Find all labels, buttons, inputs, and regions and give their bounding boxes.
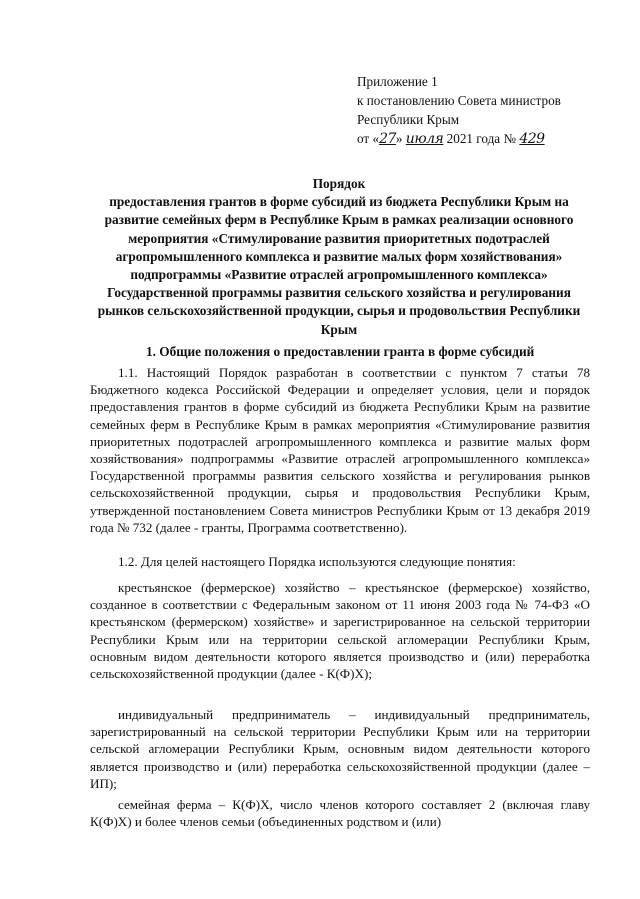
appendix-line-2: к постановлению Совета министров bbox=[357, 93, 561, 108]
handwritten-number: 429 bbox=[519, 131, 545, 147]
date-year: 2021 года № bbox=[443, 131, 520, 146]
paragraph-1-1 bbox=[90, 364, 590, 536]
appendix-block bbox=[357, 72, 561, 149]
handwritten-day: 27 bbox=[379, 131, 396, 147]
date-separator: » bbox=[395, 131, 406, 146]
document-title bbox=[86, 175, 592, 339]
appendix-line-1: Приложение 1 bbox=[357, 74, 438, 89]
paragraph-text: крестьянское (фермерское) хозяйство – крестьянское (фермерское) хозяйство, созданное в соответствии с Федеральным законом от 11 июня 2003 года № 74-ФЗ «О крестьянском (фермерском) хозяйстве» и зарегистрированное на сельской территории Республики Крым или на территории сельской агломерации Республики Крым, основным видом деятельности которого является производство и (или) переработка сельскохозяйственной продукции (далее - К(Ф)Х); bbox=[90, 580, 590, 682]
paragraph-definition-kfh bbox=[90, 579, 590, 682]
date-prefix: от « bbox=[357, 131, 380, 146]
paragraph-1-2 bbox=[90, 553, 590, 570]
appendix-date-line bbox=[357, 129, 561, 149]
title-heading: Порядок bbox=[312, 176, 366, 191]
paragraph-definition-ip bbox=[90, 706, 590, 792]
paragraph-text: семейная ферма – К(Ф)Х, число членов которого составляет 2 (включая главу К(Ф)Х) и более членов семьи (объединенных родством и (или) bbox=[90, 797, 590, 830]
handwritten-month: июля bbox=[405, 131, 444, 147]
appendix-line-3: Республики Крым bbox=[357, 112, 460, 127]
section-1-heading: 1. Общие положения о предоставлении гранта в форме субсидий bbox=[146, 344, 535, 359]
title-subtitle: предоставления грантов в форме субсидий из бюджета Республики Крым на развитие семейных ферм в Республике Крым в рамках реализации основного мероприятия «Стимулирование развития приоритетных подотраслей агропромышленного комплекса и развитие малых форм хозяйствования» подпрограммы «Развитие отраслей агропромышленного комплекса» Государственной программы развития сельского хозяйства и регулирования рынков сельскохозяйственной продукции, сырья и продовольствия Республики Крым bbox=[97, 194, 581, 337]
paragraph-text: 1.2. Для целей настоящего Порядка используются следующие понятия: bbox=[118, 554, 516, 569]
paragraph-text: индивидуальный предприниматель – индивидуальный предприниматель, зарегистрированный на сельской территории Республики Крым или на территории сельской агломерации Республики Крым, основным видом деятельности которого является производство и (или) переработка сельскохозяйственной продукции (далее – ИП); bbox=[90, 707, 590, 791]
paragraph-text: 1.1. Настоящий Порядок разработан в соответствии с пунктом 7 статьи 78 Бюджетного кодекса Российской Федерации и определяет условия, цели и порядок предоставления грантов в форме субсидий из бюджета Республики Крым на развитие семейных ферм в Республике Крым в рамках мероприятия «Стимулирование развития приоритетных подотраслей агропромышленного комплекса и развитие малых форм хозяйствования» подпрограммы «Развитие отраслей агропромышленного комплекса» Государственной программы развития сельского хозяйства и регулирования рынков сельскохозяйственной продукции, сырья и продовольствия Республики Крым, утвержденной постановлением Совета министров Республики Крым от 13 декабря 2019 года № 732 (далее - гранты, Программа соответственно). bbox=[90, 365, 590, 535]
paragraph-definition-family-farm bbox=[90, 796, 590, 830]
